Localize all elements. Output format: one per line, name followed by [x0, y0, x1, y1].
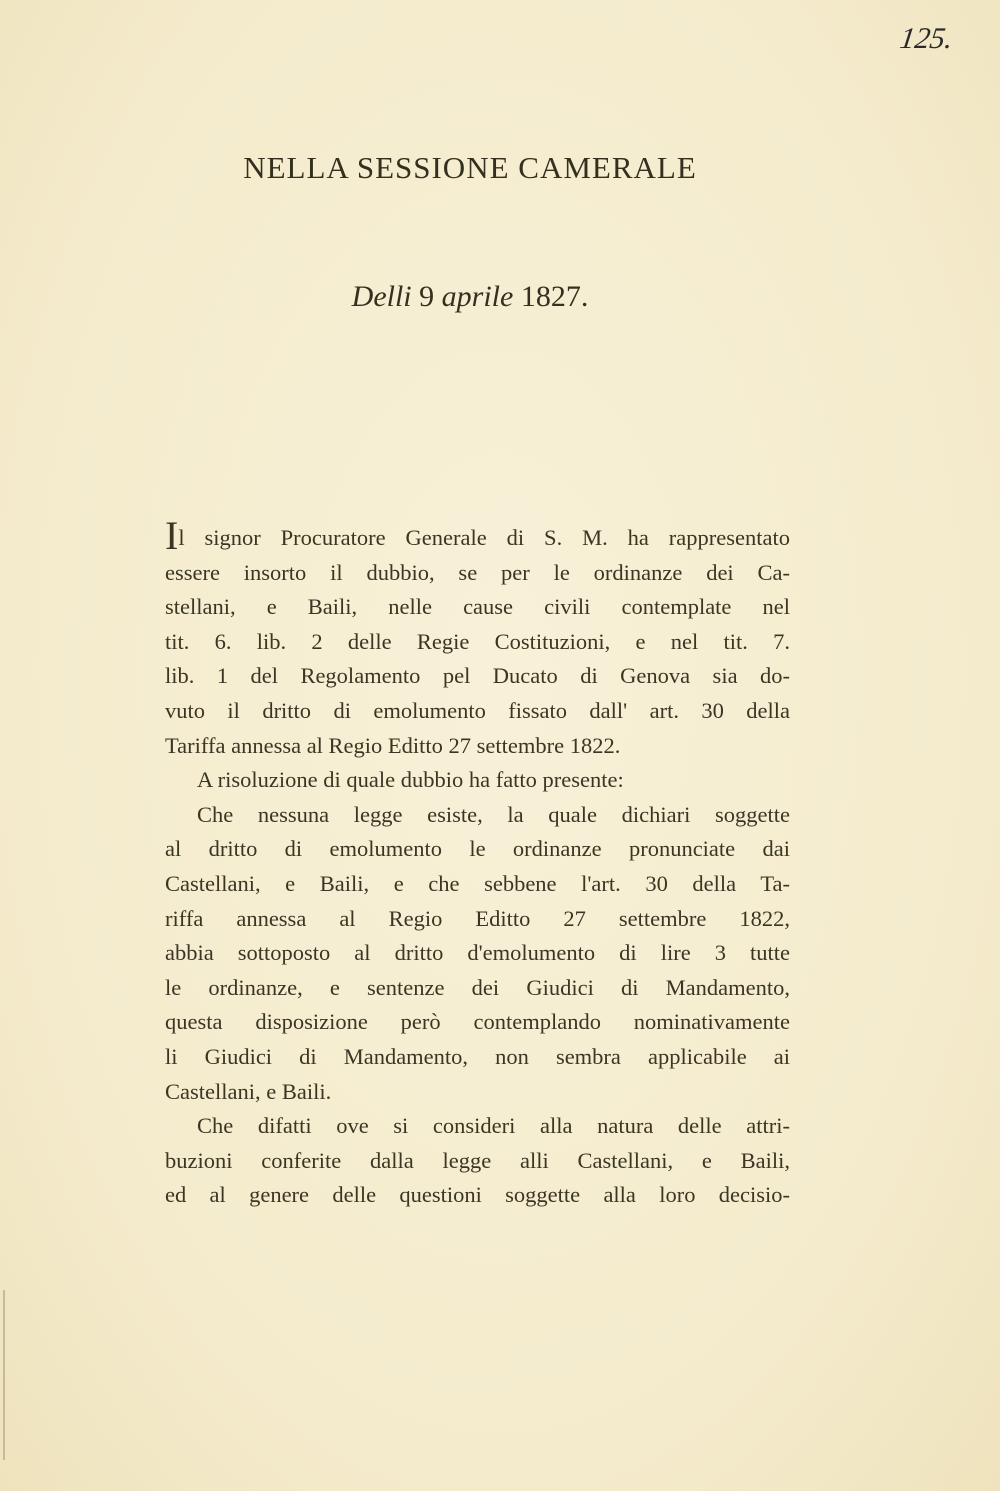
- text-line: lib. 1 del Regolamento pel Ducato di Genova sia do-: [165, 663, 790, 689]
- text-line: le ordinanze, e sentenze dei Giudici di Mandamento,: [165, 974, 790, 1000]
- text-line: vuto il dritto di emolumento fissato dall' art. 30 della: [165, 697, 790, 723]
- document-title: NELLA SESSIONE CAMERALE: [243, 150, 697, 185]
- text-line: buzioni conferite dalla legge alli Castellani, e Baili,: [165, 1147, 790, 1173]
- text-line: A risoluzione di quale dubbio ha fatto presente:: [197, 767, 624, 793]
- text-line: [165, 513, 790, 558]
- date-year: 1827.: [520, 280, 589, 313]
- text-line: Che nessuna legge esiste, la quale dichiari soggette: [197, 801, 790, 827]
- date-day: 9: [419, 280, 435, 313]
- text-line: Che difatti ove si consideri alla natura delle attri-: [197, 1113, 790, 1139]
- text-line: Tariffa annessa al Regio Editto 27 settembre 1822.: [165, 732, 621, 758]
- text-line: abbia sottoposto al dritto d'emolumento di lire 3 tutte: [165, 940, 790, 966]
- text-line: stellani, e Baili, nelle cause civili contemplate nel: [165, 594, 790, 620]
- date-prefix: Delli: [351, 280, 412, 313]
- text-line: ed al genere delle questioni soggette alla loro decisio-: [165, 1182, 790, 1208]
- date-month: aprile: [441, 280, 514, 313]
- text-line-content: l signor Procuratore Generale di S. M. ha rappresentato: [178, 525, 790, 550]
- text-line: questa disposizione però contemplando nominativamente: [165, 1009, 790, 1035]
- handwritten-page-number: 125.: [897, 22, 955, 55]
- drop-cap: I: [165, 513, 179, 558]
- document-body: [165, 513, 790, 1213]
- text-line: riffa annessa al Regio Editto 27 settembre 1822,: [165, 905, 790, 931]
- text-line: Castellani, e Baili, e che sebbene l'art. 30 della Ta-: [165, 870, 790, 896]
- text-line: Castellani, e Baili.: [165, 1078, 332, 1104]
- binding-edge-mark: [3, 1290, 5, 1460]
- text-line: essere insorto il dubbio, se per le ordinanze dei Ca-: [165, 559, 790, 585]
- text-line: li Giudici di Mandamento, non sembra applicabile ai: [165, 1043, 790, 1069]
- session-date: [0, 280, 940, 314]
- text-line: tit. 6. lib. 2 delle Regie Costituzioni, e nel tit. 7.: [165, 628, 790, 654]
- text-line: al dritto di emolumento le ordinanze pronunciate dai: [165, 836, 790, 862]
